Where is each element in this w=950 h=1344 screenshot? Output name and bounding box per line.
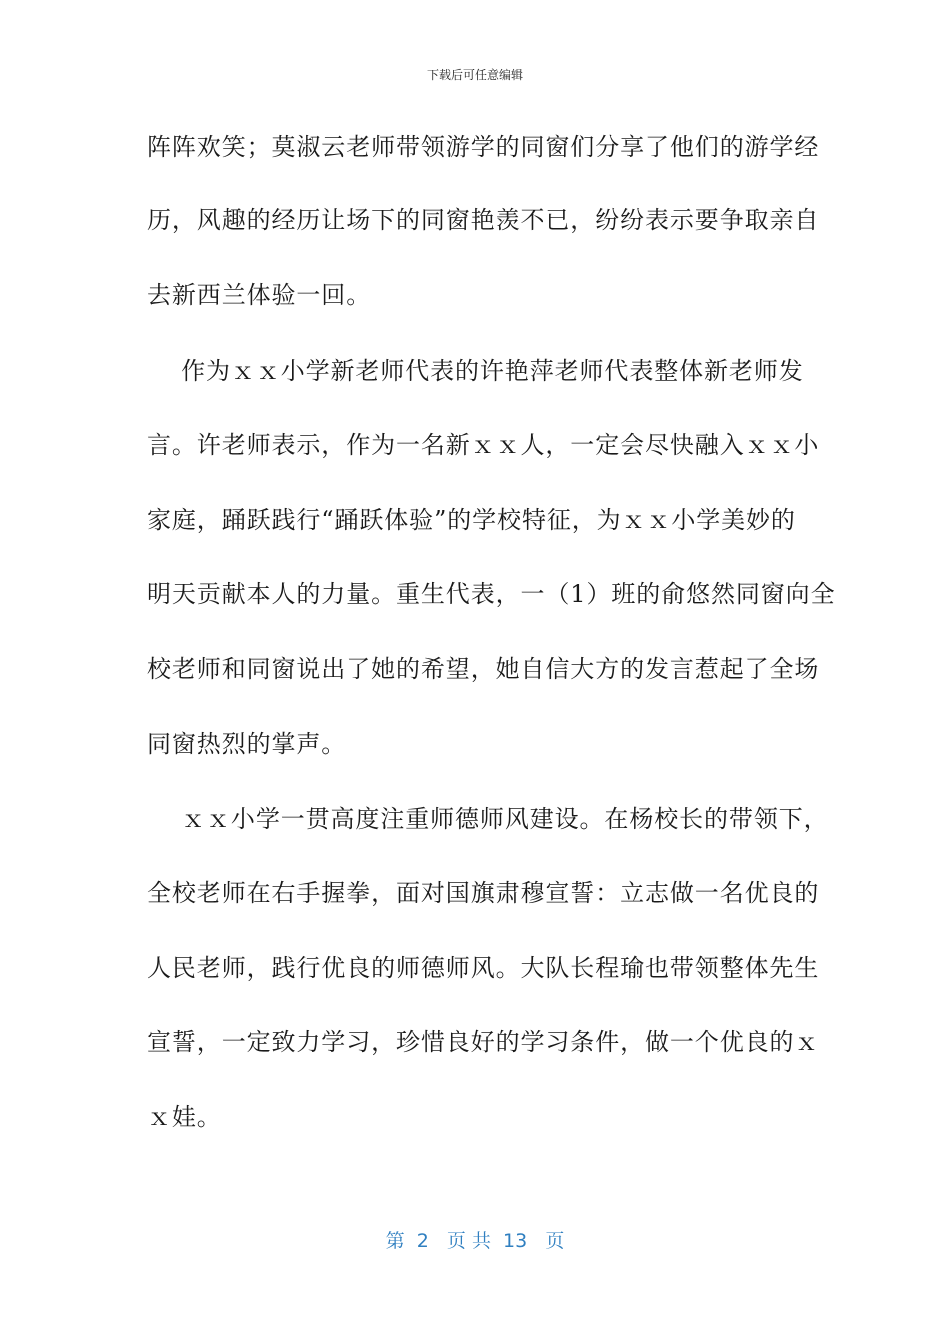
body-line: ｘｘ小学一贯高度注重师德师风建设。在杨校长的带领下， — [147, 805, 829, 833]
body-line: 历，风趣的经历让场下的同窗艳羡不已，纷纷表示要争取亲自 — [147, 206, 820, 234]
body-line: 阵阵欢笑；莫淑云老师带领游学的同窗们分享了他们的游学经 — [147, 133, 820, 161]
body-line: 人民老师，践行优良的师德师风。大队长程瑜也带领整体先生 — [147, 954, 820, 982]
body-line: 言。许老师表示，作为一名新ｘｘ人，一定会尽快融入ｘｘ小 — [147, 431, 820, 459]
body-line: 明天贡献本人的力量。重生代表，一（1）班的俞悠然同窗向全 — [147, 580, 836, 608]
body-line: 同窗热烈的掌声。 — [147, 730, 347, 758]
body-line: 作为ｘｘ小学新老师代表的许艳萍老师代表整体新老师发 — [147, 357, 804, 385]
body-line: 宣誓，一定致力学习，珍惜良好的学习条件，做一个优良的ｘ — [147, 1028, 820, 1056]
body-line: 校老师和同窗说出了她的希望，她自信大方的发言惹起了全场 — [147, 655, 820, 683]
header-note: 下载后可任意编辑 — [426, 68, 523, 82]
body-line: 全校老师在右手握拳，面对国旗肃穆宣誓：立志做一名优良的 — [147, 879, 820, 907]
body-line: ｘ娃。 — [147, 1103, 222, 1131]
page-number: 第 2 页 共 13 页 — [385, 1230, 565, 1252]
body-line: 家庭，踊跃践行“踊跃体验”的学校特征，为ｘｘ小学美妙的 — [147, 506, 796, 534]
body-line: 去新西兰体验一回。 — [147, 281, 372, 309]
